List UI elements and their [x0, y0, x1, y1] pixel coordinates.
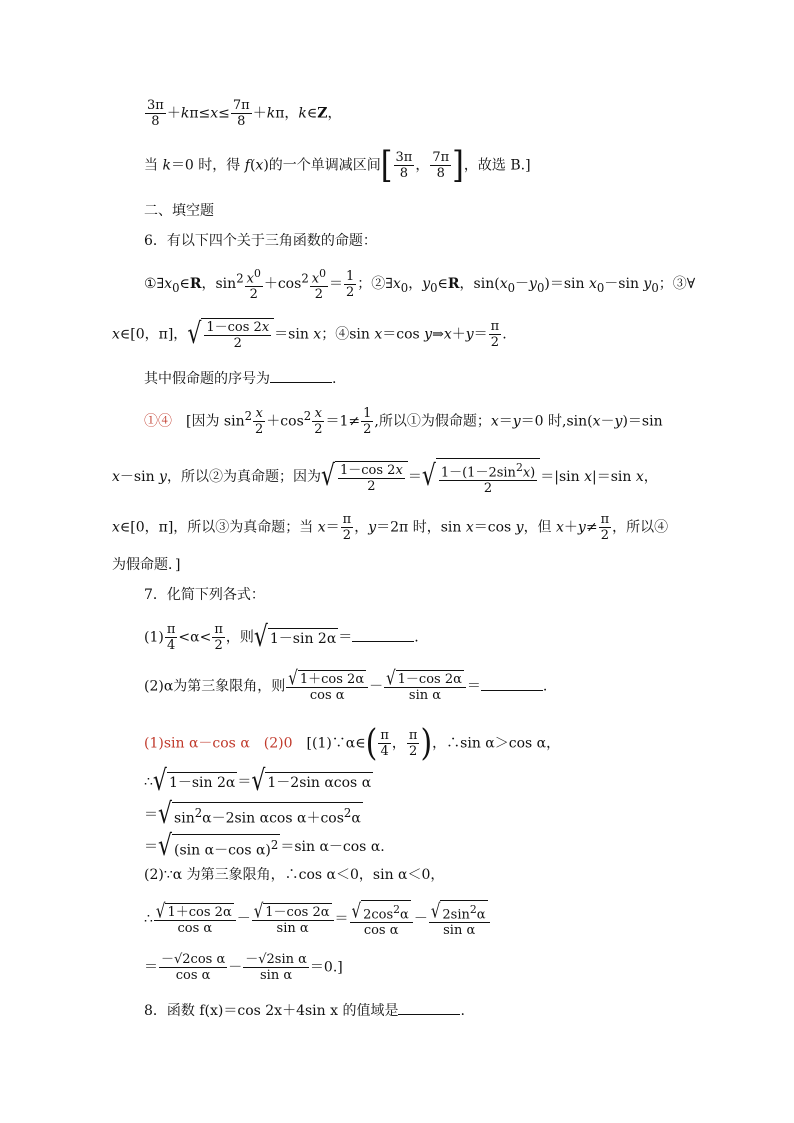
answer-7-line-4: ＝√ (sin α－cos α)$^2$ ＝sin α－cos α.	[144, 829, 385, 863]
answer-blank-7-1[interactable]	[352, 627, 414, 642]
answer-blank-8[interactable]	[398, 1000, 460, 1015]
answer-7-line-6: ∴ $\frac{√ 1+\cos 2\alpha}{\text{cos α}}$ － $\frac{√ 1-\cos 2\alpha}{\text{sin α}}$ ＝ $\frac{√ 2\cos^2\alpha}{\text{cos α}}$ － $\frac{√ 2\sin^2\alpha}{\text{sin α}}$	[144, 900, 491, 938]
answer-7-line-5: (2)∵α 为第三象限角，∴cos α＜0，sin α＜0，	[144, 867, 445, 883]
answer-7-line-3: ＝√ $\sin^2\alpha-2\sin$ αcos $\alpha+\cos^2\alpha$	[144, 797, 361, 831]
answer-6-line-4: 为假命题．]	[112, 557, 181, 573]
question-6-prompt: 其中假命题的序号为 .	[144, 368, 336, 388]
answer-7-line-1: (1)sin α－cos α (2)0 [(1)∵α∈( $\frac{\pi}{4}$ ， $\frac{\pi}{2}$ )，∴sin α＞cos α，	[144, 721, 561, 764]
answer-6-line-2: x－sin y，所以②为真命题；因为√ $\frac{1-\cos 2x}{2}$ ＝√ $\frac{1-(1-2\sin^2x)}{2}$ ＝|sin x|＝sin x，	[112, 458, 658, 496]
answer-blank-7-2[interactable]	[481, 676, 543, 691]
question-6-statements-1: $①\exists x_0\in R$，$\sin^2$ $\frac{x^0}{2}$ $+\cos^2$ $\frac{x^0}{2}$ ＝ $\frac{1}{2}$ ；$②\exists x_0$，$y_0\in R$，$\sin(x_0-y_0)=\sin$ $x_0-\sin$ $y_0$；③∀	[144, 267, 696, 303]
question-7-part-1: (1) $\frac{\pi}{4}$ <α< $\frac{\pi}{2}$ ，则√ 1－sin 2α ＝ .	[144, 620, 419, 654]
answer-6-key: ①④	[144, 413, 172, 430]
line-interval-k: $\frac{3\pi}{8}$ ＋kπ≤x≤ $\frac{7\pi}{8}$ ＋kπ，k∈Z，	[147, 98, 342, 129]
answer-blank-6[interactable]	[270, 368, 332, 383]
answer-7-line-2: ∴√ 1－sin 2α ＝√ 1－2sin αcos α	[144, 765, 372, 798]
answer-7-key: (1)sin α－cos α (2)0	[144, 735, 293, 752]
answer-7-line-7: ＝ $\frac{\text{－√2cos α}}{\text{cos α}}$ － $\frac{\text{－√2sin α}}{\text{sin α}}$ ＝0.]	[144, 952, 343, 983]
question-6-statements-2: x∈[0，π]，√ $\frac{1-\cos 2x}{2}$ ＝sin x；④sin x＝cos y⇒x＋y＝ $\frac{\pi}{2}$ .	[112, 317, 507, 351]
answer-6-line-1: ①④ [因为 $\sin^2$ $\frac{x}{2}$ $+\cos^2$ $\frac{x}{2}$ ＝1≠ $\frac{1}{2}$ ,所以①为假命题；x＝y＝0 时,sin(x－y)＝sin	[144, 406, 663, 437]
question-7: 7．化简下列各式：	[144, 587, 265, 603]
line-decreasing-interval: 当 k＝0 时，得 f(x)的一个单调减区间[ $\frac{3\pi}{8}$ ， $\frac{7\pi}{8}$ ]，故选 B.]	[144, 143, 531, 186]
question-6: 6．有以下四个关于三角函数的命题：	[144, 233, 377, 249]
question-7-part-2: (2)α为第三象限角，则 $\frac{√ 1+\cos 2\alpha}{\text{cos α}}$ － $\frac{√ 1-\cos 2\alpha}{\text{sin α}}$ ＝ .	[144, 666, 548, 703]
answer-6-line-3: x∈[0，π]，所以③为真命题；当 x＝ $\frac{\pi}{2}$ ，y＝2π 时，sin x＝cos y，但 x＋y≠ $\frac{\pi}{2}$ ，所以④	[112, 512, 669, 543]
question-8: 8．函数 f(x)＝cos 2x＋4sin x 的值域是 .	[144, 1000, 465, 1020]
section-fill-blank-heading: 二、填空题	[144, 203, 214, 219]
